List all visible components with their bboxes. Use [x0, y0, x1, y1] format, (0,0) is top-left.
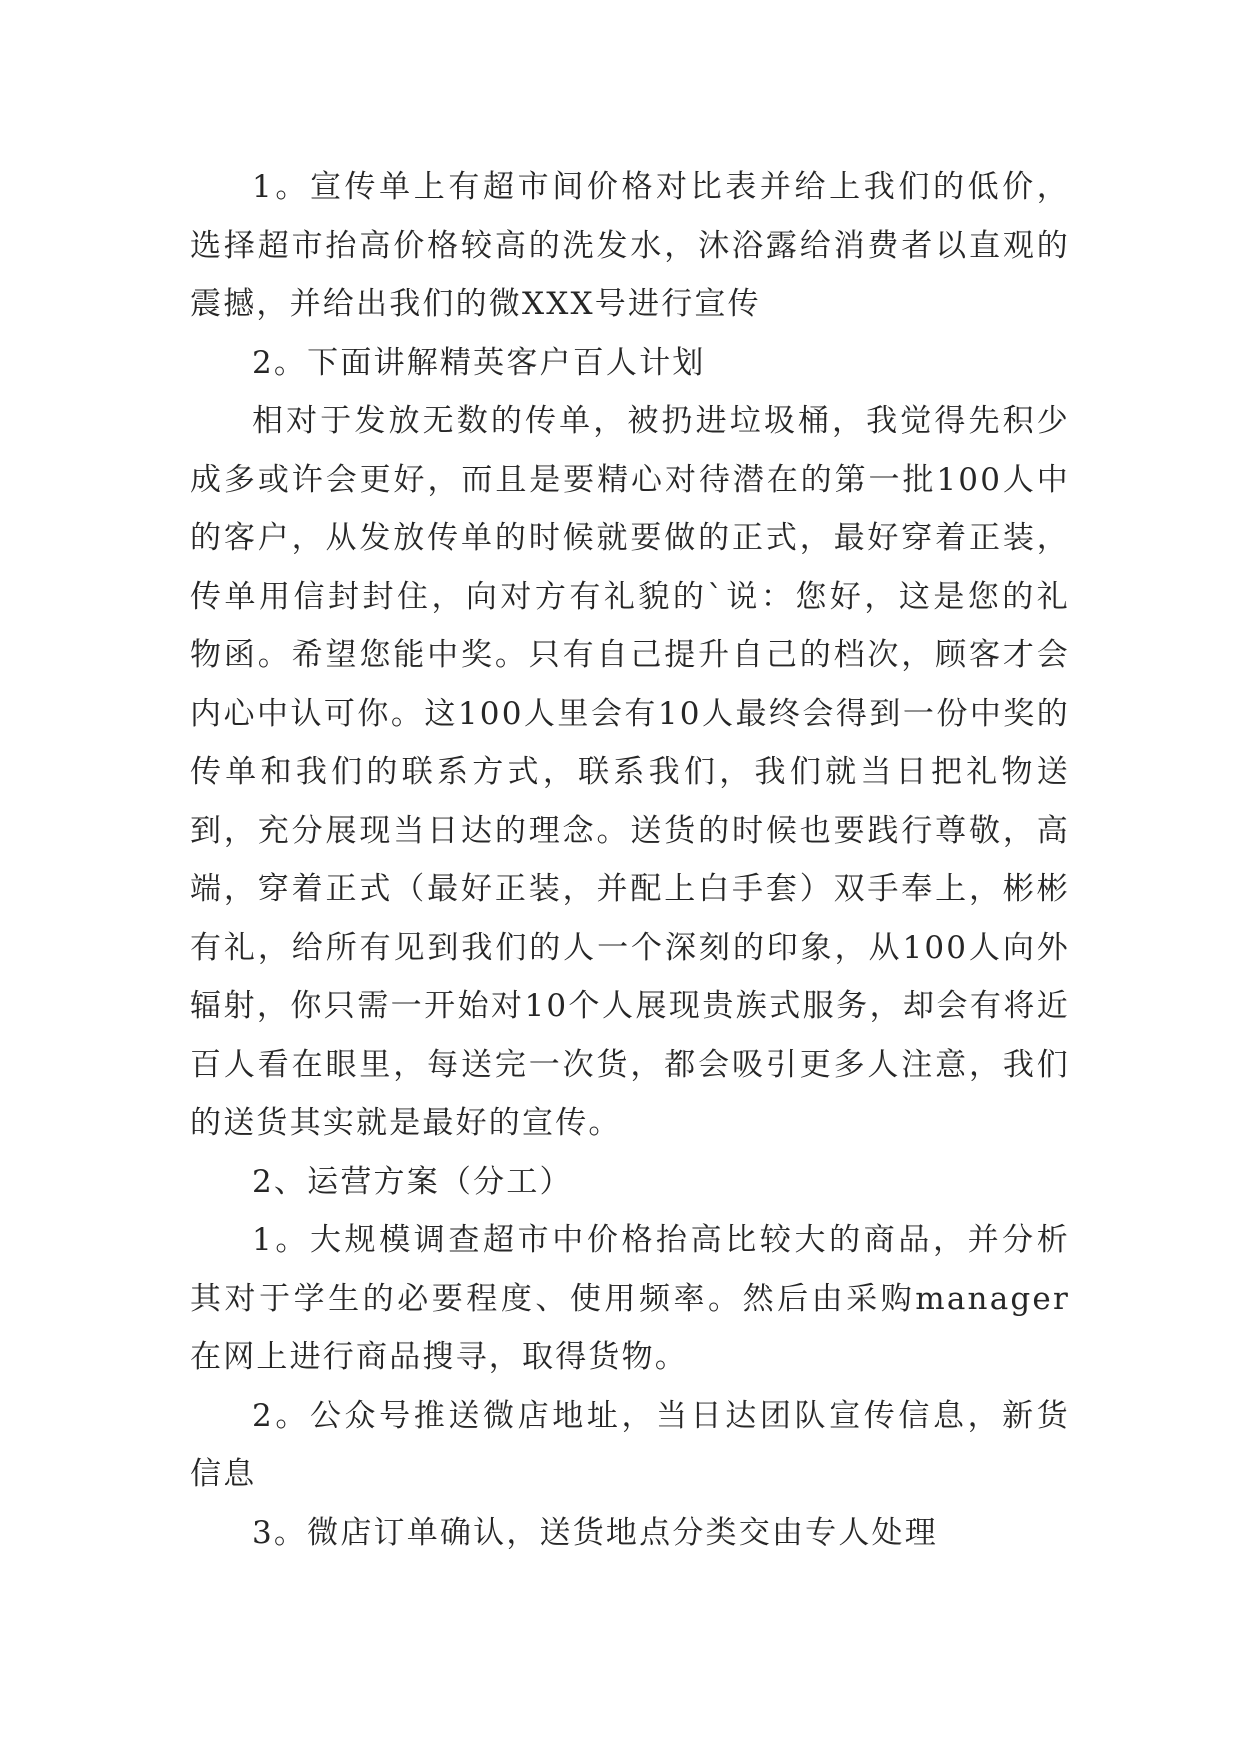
- document-body: [190, 158, 1070, 1562]
- paragraph-wechat-push: 2。公众号推送微店地址，当日达团队宣传信息，新货信息: [190, 1397, 1070, 1492]
- paragraph-market-survey: 1。大规模调查超市中价格抬高比较大的商品，并分析其对于学生的必要程度、使用频率。然后由采购manager在网上进行商品搜寻，取得货物。: [190, 1222, 1070, 1375]
- paragraph-flyer-price-comparison: 1。宣传单上有超市间价格对比表并给上我们的低价，选择超市抬高价格较高的洗发水，沐浴露给消费者以直观的震撼，并给出我们的微XXX号进行宣传: [190, 169, 1070, 322]
- section-heading-operation-plan: 2、运营方案（分工）: [252, 1163, 573, 1200]
- paragraph-elite-customer-heading: 2。下面讲解精英客户百人计划: [252, 344, 706, 381]
- paragraph-elite-customer-plan: 相对于发放无数的传单，被扔进垃圾桶，我觉得先积少成多或许会更好，而且是要精心对待潜在的第一批100人中的客户，从发放传单的时候就要做的正式，最好穿着正装，传单用信封封住，向对方有礼貌的`说：您好，这是您的礼物函。希望您能中奖。只有自己提升自己的档次，顾客才会内心中认可你。这100人里会有10人最终会得到一份中奖的传单和我们的联系方式，联系我们，我们就当日把礼物送到，充分展现当日达的理念。送货的时候也要践行尊敬，高端，穿着正式（最好正装，并配上白手套）双手奉上，彬彬有礼，给所有见到我们的人一个深刻的印象，从100人向外辐射，你只需一开始对10个人展现贵族式服务，却会有将近百人看在眼里，每送完一次货，都会吸引更多人注意，我们的送货其实就是最好的宣传。: [190, 403, 1070, 1141]
- paragraph-order-confirmation: 3。微店订单确认，送货地点分类交由专人处理: [252, 1514, 938, 1551]
